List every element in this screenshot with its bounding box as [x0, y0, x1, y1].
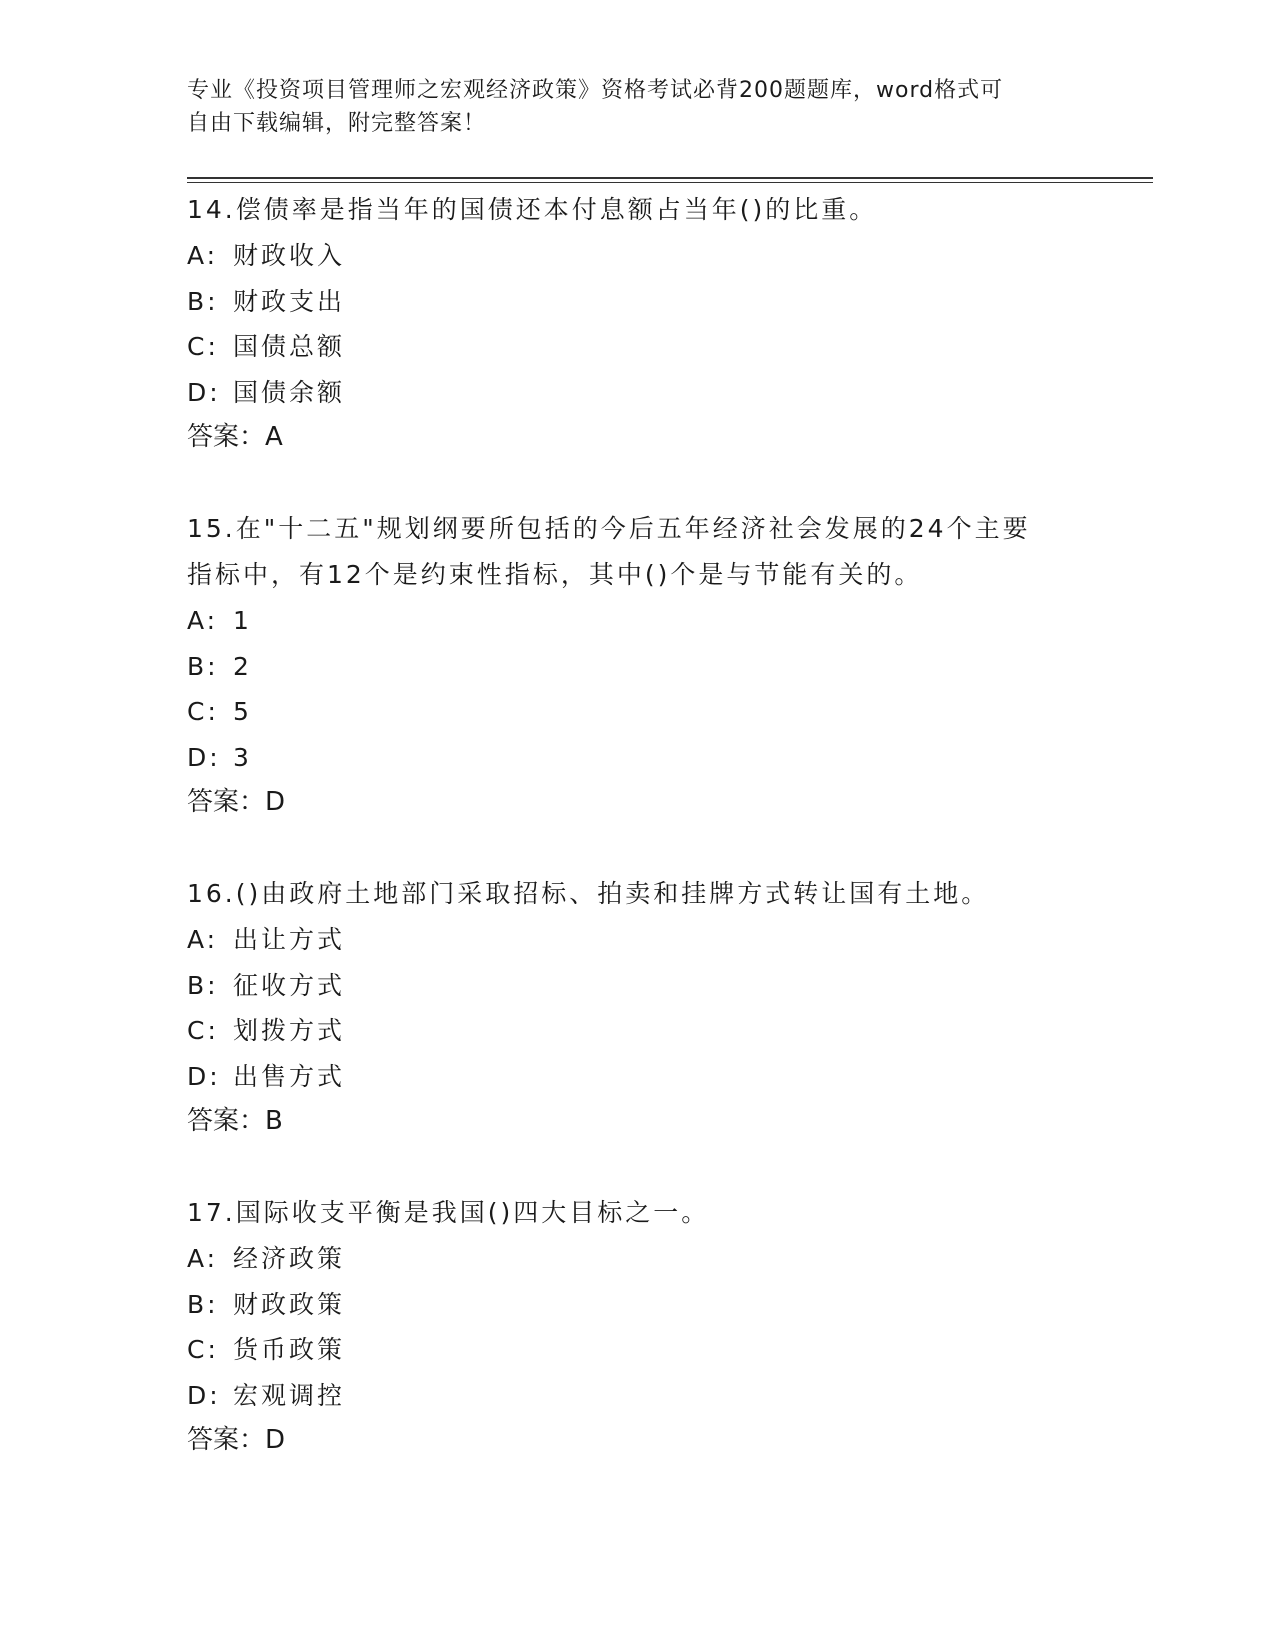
option-b [187, 963, 1087, 1009]
option-key: D: [187, 742, 221, 772]
option-d [187, 370, 1087, 416]
option-a [187, 917, 1087, 963]
option-text: 国债余额 [233, 377, 346, 407]
option-d [187, 1373, 1087, 1419]
option-text: 财政支出 [233, 286, 346, 316]
option-key: A: [187, 1244, 219, 1273]
option-key: D: [187, 1061, 221, 1091]
option-key: C: [187, 697, 219, 726]
option-text: 划拨方式 [233, 1016, 346, 1045]
header-divider-thin [187, 182, 1153, 183]
option-key: C: [187, 1016, 219, 1045]
option-text: 宏观调控 [233, 1380, 346, 1410]
option-text: 经济政策 [233, 1244, 346, 1273]
question-stem: 17.国际收支平衡是我国()四大目标之一。 [187, 1198, 710, 1227]
question-16 [187, 871, 1087, 1144]
option-a [187, 1236, 1087, 1282]
option-d [187, 1054, 1087, 1100]
option-text: 国债总额 [233, 332, 346, 361]
option-c [187, 324, 1087, 370]
option-key: A: [187, 241, 219, 270]
option-b [187, 279, 1087, 325]
option-c [187, 689, 1087, 735]
option-a [187, 233, 1087, 279]
option-c [187, 1008, 1087, 1054]
option-a [187, 598, 1087, 644]
question-14 [187, 187, 1087, 460]
option-text: 5 [233, 697, 252, 726]
question-stem-line-1: 15.在"十二五"规划纲要所包括的今后五年经济社会发展的24个主要 [187, 514, 1031, 543]
question-15 [187, 506, 1087, 825]
option-key: B: [187, 651, 219, 681]
option-key: D: [187, 1380, 221, 1410]
option-text: 出售方式 [233, 1061, 346, 1091]
option-key: C: [187, 1335, 219, 1364]
question-list [187, 187, 1087, 1509]
option-b [187, 1282, 1087, 1328]
option-text: 征收方式 [233, 970, 346, 1000]
option-key: A: [187, 606, 219, 635]
option-text: 货币政策 [233, 1335, 346, 1364]
option-text: 3 [233, 742, 252, 772]
header-line-2: 自由下载编辑，附完整答案！ [187, 111, 487, 136]
header-line-1: 专业《投资项目管理师之宏观经济政策》资格考试必背200题题库，word格式可 [187, 78, 1004, 103]
answer: 答案：D [187, 787, 286, 817]
question-stem: 14.偿债率是指当年的国债还本付息额占当年()的比重。 [187, 195, 878, 224]
option-key: D: [187, 377, 221, 407]
question-17 [187, 1190, 1087, 1463]
answer: 答案：B [187, 1106, 283, 1136]
document-header [187, 74, 1067, 140]
option-key: C: [187, 332, 219, 361]
option-key: A: [187, 925, 219, 954]
option-b [187, 644, 1087, 690]
option-text: 财政收入 [233, 241, 346, 270]
option-text: 出让方式 [233, 925, 346, 954]
option-key: B: [187, 286, 219, 316]
option-text: 财政政策 [233, 1289, 346, 1319]
answer: 答案：D [187, 1425, 286, 1455]
question-stem: 16.()由政府土地部门采取招标、拍卖和挂牌方式转让国有土地。 [187, 879, 990, 908]
option-key: B: [187, 970, 219, 1000]
answer: 答案：A [187, 422, 283, 452]
option-c [187, 1327, 1087, 1373]
option-key: B: [187, 1289, 219, 1319]
option-text: 2 [233, 651, 252, 681]
question-stem-line-2: 指标中，有12个是约束性指标，其中()个是与节能有关的。 [187, 560, 923, 589]
option-text: 1 [233, 606, 252, 635]
option-d [187, 735, 1087, 781]
header-divider-thick [187, 177, 1153, 179]
